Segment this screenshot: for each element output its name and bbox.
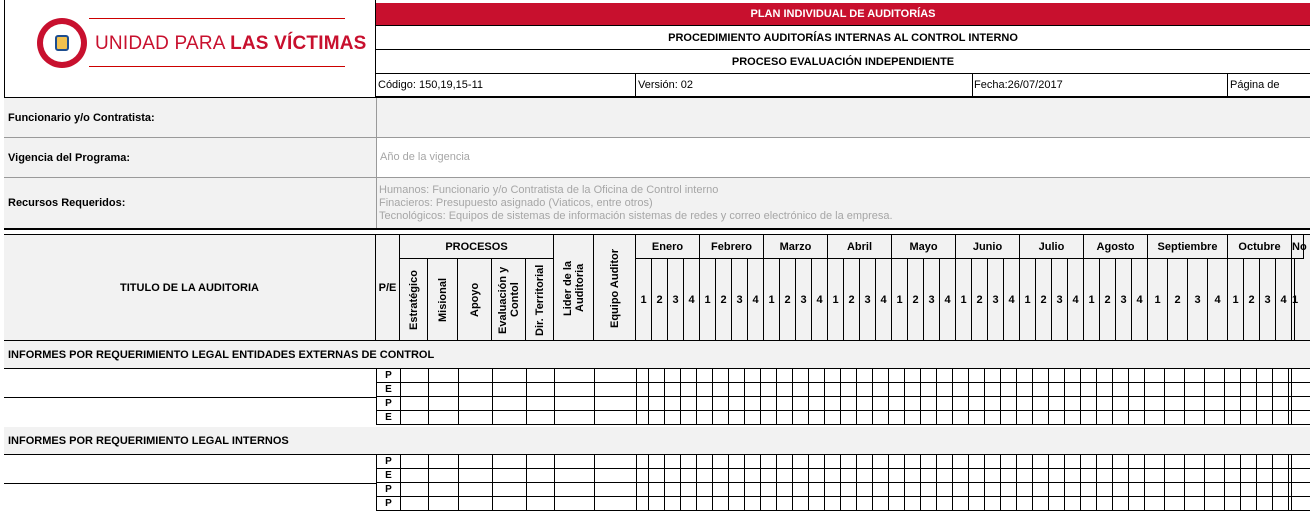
validity-label: Vigencia del Programa: [4, 138, 376, 177]
pe-cell: P [376, 497, 400, 510]
week-header: 4 [812, 259, 828, 341]
pe-cell: P [376, 483, 400, 496]
week-header: 1 [1228, 259, 1244, 341]
month-header-2: Febrero [700, 235, 764, 259]
pe-cell: E [376, 383, 400, 396]
process-column-2: Misional [428, 259, 458, 341]
validity-input[interactable]: Año de la vigencia [380, 151, 470, 163]
resources-row [4, 178, 1310, 230]
process-column-4: Evaluación y Contol [492, 259, 526, 341]
month-header-1: Enero [636, 235, 700, 259]
week-header: 4 [940, 259, 956, 341]
month-header-4: Abril [828, 235, 892, 259]
week-header: 2 [1036, 259, 1052, 341]
resources-label: Recursos Requeridos: [8, 197, 126, 209]
validity-row [4, 138, 1310, 178]
pe-cell: P [376, 397, 400, 410]
resources-line-human: Humanos: Funcionario y/o Contratista de la Oficina de Control interno [379, 184, 719, 196]
resources-line-tech: Tecnológicos: Equipos de sistemas de información sistemas de redes y correo electrónico de la empresa. [379, 210, 893, 222]
pe-column-header: P/E [376, 235, 400, 341]
week-header: 1 [1292, 259, 1295, 341]
week-header: 3 [668, 259, 684, 341]
pe-cell: P [376, 455, 400, 468]
resources-text[interactable] [379, 184, 893, 223]
process-column-3: Apoyo [458, 259, 492, 341]
week-header: 3 [1116, 259, 1132, 341]
week-header: 1 [828, 259, 844, 341]
week-header: 4 [1068, 259, 1084, 341]
week-header: 4 [876, 259, 892, 341]
week-header: 1 [636, 259, 652, 341]
week-header: 3 [988, 259, 1004, 341]
week-header: 4 [1208, 259, 1228, 341]
week-header: 1 [1084, 259, 1100, 341]
week-header: 3 [1052, 259, 1068, 341]
month-header-9: Septiembre [1148, 235, 1228, 259]
week-header: 4 [684, 259, 700, 341]
procedure-title: PROCEDIMIENTO AUDITORÍAS INTERNAS AL CONTROL INTERNO [376, 26, 1310, 50]
week-header: 1 [700, 259, 716, 341]
week-header: 4 [1132, 259, 1148, 341]
week-header: 2 [716, 259, 732, 341]
month-header-7: Julio [1020, 235, 1084, 259]
document-title: PLAN INDIVIDUAL DE AUDITORÍAS [376, 3, 1310, 26]
week-header: 1 [764, 259, 780, 341]
process-title: PROCESO EVALUACIÓN INDEPENDIENTE [376, 50, 1310, 74]
week-header: 2 [1100, 259, 1116, 341]
table-header [4, 235, 1310, 341]
week-header: 3 [924, 259, 940, 341]
officer-row [4, 98, 1310, 138]
week-header: 1 [956, 259, 972, 341]
page-field: Página de [1230, 79, 1280, 91]
week-header: 3 [1260, 259, 1276, 341]
month-header-6: Junio [956, 235, 1020, 259]
process-column-5: Dir. Territorial [526, 259, 554, 341]
week-header: 4 [748, 259, 764, 341]
pe-cell: E [376, 469, 400, 482]
week-header: 4 [1276, 259, 1292, 341]
version-field: Versión: 02 [638, 79, 694, 91]
processes-header: PROCESOS [400, 235, 554, 259]
month-header-10: Octubre [1228, 235, 1292, 259]
week-header: 2 [908, 259, 924, 341]
month-header-5: Mayo [892, 235, 956, 259]
logo-panel [4, 0, 376, 98]
officer-label: Funcionario y/o Contratista: [8, 112, 155, 124]
month-header-3: Marzo [764, 235, 828, 259]
team-column-header: Equipo Auditor [594, 235, 636, 341]
week-header: 2 [844, 259, 860, 341]
week-header: 2 [780, 259, 796, 341]
week-header: 2 [972, 259, 988, 341]
week-header: 2 [652, 259, 668, 341]
code-row [376, 74, 1310, 98]
week-header: 1 [1020, 259, 1036, 341]
date-field: Fecha:26/07/2017 [974, 79, 1063, 91]
code-field: Código: 150,19,15-11 [378, 79, 483, 91]
week-header: 1 [892, 259, 908, 341]
week-header: 2 [1244, 259, 1260, 341]
section-header: INFORMES POR REQUERIMIENTO LEGAL ENTIDADES EXTERNAS DE CONTROL [4, 341, 1310, 369]
month-header-11: No [1292, 235, 1304, 259]
section-header: INFORMES POR REQUERIMIENTO LEGAL INTERNOS [4, 427, 1310, 455]
coat-of-arms-icon [37, 18, 87, 68]
week-header: 1 [1148, 259, 1168, 341]
week-header: 2 [1168, 259, 1188, 341]
process-column-1: Estratégico [400, 259, 428, 341]
week-header: 3 [860, 259, 876, 341]
pe-cell: P [376, 369, 400, 382]
week-header: 3 [1188, 259, 1208, 341]
week-header: 3 [732, 259, 748, 341]
week-header: 4 [1004, 259, 1020, 341]
brand-logo: UNIDAD PARA LAS VÍCTIMAS [95, 33, 367, 54]
leader-column-header: Lider de la Auditoria [554, 235, 594, 341]
pe-cell: E [376, 411, 400, 424]
title-column-header: TITULO DE LA AUDITORIA [4, 235, 376, 341]
month-header-8: Agosto [1084, 235, 1148, 259]
resources-line-finance: Finacieros: Presupuesto asignado (Viaticos, entre otros) [379, 197, 653, 209]
week-header: 3 [796, 259, 812, 341]
